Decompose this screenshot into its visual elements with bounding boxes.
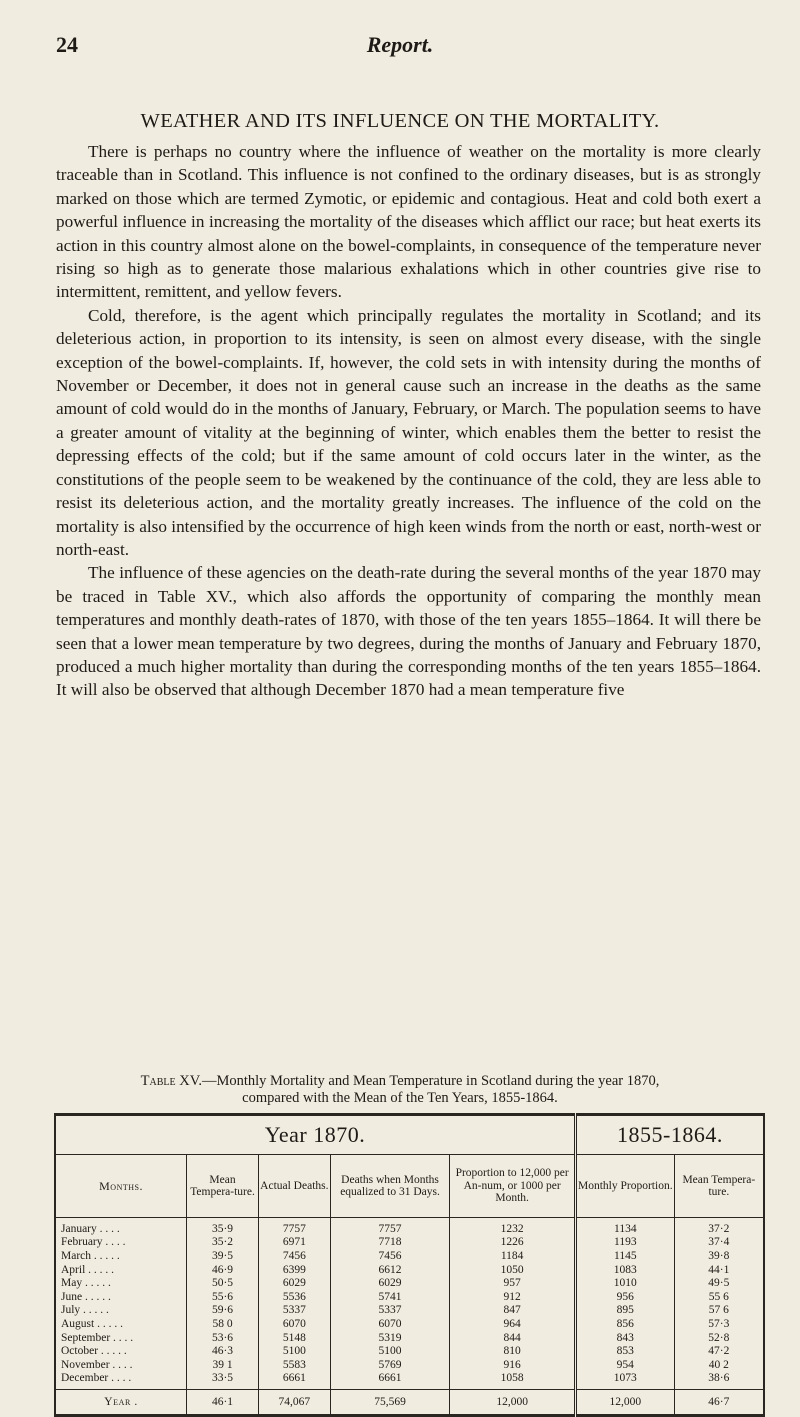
cell-actual-deaths: 6971	[258, 1236, 330, 1250]
total-proportion: 12,000	[450, 1390, 576, 1416]
cell-temp-1870: 59·6	[187, 1304, 259, 1318]
cell-actual-deaths: 6661	[258, 1372, 330, 1390]
table-row	[55, 1304, 764, 1318]
table-total-row	[55, 1390, 764, 1416]
col-mean-temp-1870: Mean Tempera-ture.	[187, 1155, 259, 1218]
cell-temp-1855: 40 2	[674, 1358, 764, 1372]
paragraph-1: There is perhaps no country where the influence of weather on the mortality is more clearly traceable than in Scotland. This influence is not confined to the ordinary diseases, but is as strongly marked on those which are termed Zymotic, or epidemic and contagious. Heat and cold both exert a powerful influence in increasing the mortality of the diseases which afflict our race; but heat exerts its action in this country almost alone on the bowel-complaints, in consequence of the temperature never rising so high as to generate those malarious exhalations which in other countries give rise to intermittent, remittent, and yellow fevers.	[56, 142, 761, 302]
cell-month: April . . . . .	[61, 1263, 115, 1276]
cell-month: July . . . . .	[61, 1304, 109, 1317]
table-caption-label: Table XV.	[140, 1073, 202, 1089]
cell-temp-1870: 46·3	[187, 1344, 259, 1358]
cell-temp-1855: 57 6	[674, 1304, 764, 1318]
cell-deaths-equalized: 6029	[330, 1276, 450, 1290]
table-caption	[40, 1073, 760, 1107]
cell-month: September . . . .	[61, 1331, 134, 1344]
cell-deaths-equalized: 5100	[330, 1344, 450, 1358]
cell-monthly-proportion: 853	[575, 1344, 674, 1358]
total-proportion-1855: 12,000	[575, 1390, 674, 1416]
cell-actual-deaths: 7456	[258, 1249, 330, 1263]
col-deaths-equalized: Deaths when Months equalized to 31 Days.	[330, 1155, 450, 1218]
cell-deaths-equalized: 5337	[330, 1304, 450, 1318]
total-label: Year .	[55, 1390, 187, 1416]
cell-proportion: 1184	[450, 1249, 576, 1263]
cell-actual-deaths: 6029	[258, 1276, 330, 1290]
table-row	[55, 1218, 764, 1236]
page-header	[56, 32, 744, 72]
cell-monthly-proportion: 954	[575, 1358, 674, 1372]
cell-temp-1855: 37·4	[674, 1236, 764, 1250]
body-text	[56, 140, 761, 702]
band-year-1870: Year 1870.	[55, 1115, 575, 1155]
cell-deaths-equalized: 5319	[330, 1331, 450, 1345]
table-caption-text: —Monthly Mortality and Mean Temperature in Scotland during the year 1870,	[201, 1073, 660, 1089]
cell-monthly-proportion: 1083	[575, 1263, 674, 1277]
table-row	[55, 1276, 764, 1290]
cell-actual-deaths: 6399	[258, 1263, 330, 1277]
cell-monthly-proportion: 956	[575, 1290, 674, 1304]
cell-deaths-equalized: 6661	[330, 1372, 450, 1390]
cell-deaths-equalized: 7718	[330, 1236, 450, 1250]
cell-monthly-proportion: 1193	[575, 1236, 674, 1250]
col-proportion: Proportion to 12,000 per An-num, or 1000 per Month.	[450, 1155, 576, 1218]
cell-proportion: 1226	[450, 1236, 576, 1250]
table-body	[55, 1218, 764, 1390]
cell-actual-deaths: 5148	[258, 1331, 330, 1345]
cell-monthly-proportion: 895	[575, 1304, 674, 1318]
cell-proportion: 1232	[450, 1218, 576, 1236]
cell-temp-1870: 39·5	[187, 1249, 259, 1263]
cell-monthly-proportion: 1010	[575, 1276, 674, 1290]
total-temp: 46·1	[187, 1390, 259, 1416]
table-row	[55, 1344, 764, 1358]
cell-temp-1855: 49·5	[674, 1276, 764, 1290]
cell-actual-deaths: 5536	[258, 1290, 330, 1304]
cell-deaths-equalized: 5769	[330, 1358, 450, 1372]
paragraph-3: The influence of these agencies on the death-rate during the several months of the year 1870 may be traced in Table XV., which also affords the opportunity of comparing the monthly mean temperatures and monthly death-rates of 1870, with those of the ten years 1855–1864. It will there be seen that a lower mean temperature by two degrees, during the months of January and February 1870, produced a much higher mortality than during the corresponding months of the ten years 1855–1864. It will also be observed that although December 1870 had a mean temperature five	[56, 563, 761, 700]
table-row	[55, 1317, 764, 1331]
section-title: WEATHER AND ITS INFLUENCE ON THE MORTALITY.	[140, 110, 660, 132]
cell-proportion: 1050	[450, 1263, 576, 1277]
cell-month: January . . . .	[61, 1222, 120, 1235]
cell-actual-deaths: 5100	[258, 1344, 330, 1358]
table-caption-line2: compared with the Mean of the Ten Years, 1855-1864.	[242, 1090, 558, 1106]
mortality-table	[54, 1113, 765, 1417]
cell-actual-deaths: 7757	[258, 1218, 330, 1236]
table-row	[55, 1290, 764, 1304]
table-row	[55, 1331, 764, 1345]
col-mean-temp-1855: Mean Tempera-ture.	[674, 1155, 764, 1218]
cell-deaths-equalized: 6070	[330, 1317, 450, 1331]
cell-temp-1855: 37·2	[674, 1218, 764, 1236]
cell-temp-1855: 38·6	[674, 1372, 764, 1390]
band-1855-1864: 1855-1864.	[575, 1115, 764, 1155]
cell-temp-1855: 57·3	[674, 1317, 764, 1331]
cell-monthly-proportion: 856	[575, 1317, 674, 1331]
cell-month: October . . . . .	[61, 1345, 127, 1358]
paragraph-2: Cold, therefore, is the agent which principally regulates the mortality in Scotland; and its deleterious action, in proportion to its intensity, is seen on almost every disease, with the single exception of the bowel-complaints. If, however, the cold sets in with intensity during the months of November or December, it does not in general cause such an increase in the deaths as the same amount of cold would do in the months of January, February, or March. The population seems to have a greater amount of vitality at the beginning of winter, which enables them the better to resist the depressing effects of the cold; but if the same amount of cold occurs later in the winter, as the constitutions of the people seem to be weakened by the continuance of the cold, they are less able to resist its deleterious action, and the mortality greatly increases. The influence of the cold on the mortality is also intensified by the occurrence of high keen winds from the north or east, north-west or north-east.	[56, 305, 761, 559]
cell-deaths-equalized: 7456	[330, 1249, 450, 1263]
cell-proportion: 964	[450, 1317, 576, 1331]
cell-month: November . . . .	[61, 1358, 133, 1371]
cell-proportion: 912	[450, 1290, 576, 1304]
col-months: Months.	[55, 1155, 187, 1218]
cell-actual-deaths: 5337	[258, 1304, 330, 1318]
cell-month: August . . . . .	[61, 1317, 123, 1330]
table-row	[55, 1263, 764, 1277]
running-head: Report.	[366, 32, 434, 57]
cell-month: June . . . . .	[61, 1290, 111, 1303]
table-row	[55, 1358, 764, 1372]
cell-proportion: 844	[450, 1331, 576, 1345]
cell-month: March . . . . .	[61, 1249, 120, 1262]
cell-temp-1870: 35·2	[187, 1236, 259, 1250]
cell-month: May . . . . .	[61, 1277, 111, 1290]
cell-deaths-equalized: 5741	[330, 1290, 450, 1304]
cell-actual-deaths: 5583	[258, 1358, 330, 1372]
col-actual-deaths: Actual Deaths.	[258, 1155, 330, 1218]
cell-deaths-equalized: 7757	[330, 1218, 450, 1236]
cell-proportion: 916	[450, 1358, 576, 1372]
cell-temp-1870: 46·9	[187, 1263, 259, 1277]
cell-temp-1870: 53·6	[187, 1331, 259, 1345]
cell-temp-1870: 58 0	[187, 1317, 259, 1331]
total-equalized: 75,569	[330, 1390, 450, 1416]
cell-month: December . . . .	[61, 1372, 132, 1385]
col-monthly-proportion: Monthly Proportion.	[575, 1155, 674, 1218]
cell-temp-1870: 39 1	[187, 1358, 259, 1372]
cell-proportion: 957	[450, 1276, 576, 1290]
total-temp-1855: 46·7	[674, 1390, 764, 1416]
cell-temp-1870: 50·5	[187, 1276, 259, 1290]
cell-monthly-proportion: 1134	[575, 1218, 674, 1236]
page-number: 24	[56, 32, 78, 57]
cell-monthly-proportion: 843	[575, 1331, 674, 1345]
cell-deaths-equalized: 6612	[330, 1263, 450, 1277]
cell-temp-1870: 55·6	[187, 1290, 259, 1304]
cell-temp-1855: 39·8	[674, 1249, 764, 1263]
cell-monthly-proportion: 1073	[575, 1372, 674, 1390]
cell-proportion: 1058	[450, 1372, 576, 1390]
cell-proportion: 847	[450, 1304, 576, 1318]
cell-actual-deaths: 6070	[258, 1317, 330, 1331]
total-deaths: 74,067	[258, 1390, 330, 1416]
cell-temp-1855: 55 6	[674, 1290, 764, 1304]
cell-temp-1870: 35·9	[187, 1218, 259, 1236]
table-row	[55, 1236, 764, 1250]
table-row	[55, 1249, 764, 1263]
cell-temp-1870: 33·5	[187, 1372, 259, 1390]
cell-temp-1855: 44·1	[674, 1263, 764, 1277]
cell-proportion: 810	[450, 1344, 576, 1358]
cell-monthly-proportion: 1145	[575, 1249, 674, 1263]
table-row	[55, 1372, 764, 1390]
cell-temp-1855: 52·8	[674, 1331, 764, 1345]
cell-temp-1855: 47·2	[674, 1344, 764, 1358]
cell-month: February . . . .	[61, 1236, 126, 1249]
